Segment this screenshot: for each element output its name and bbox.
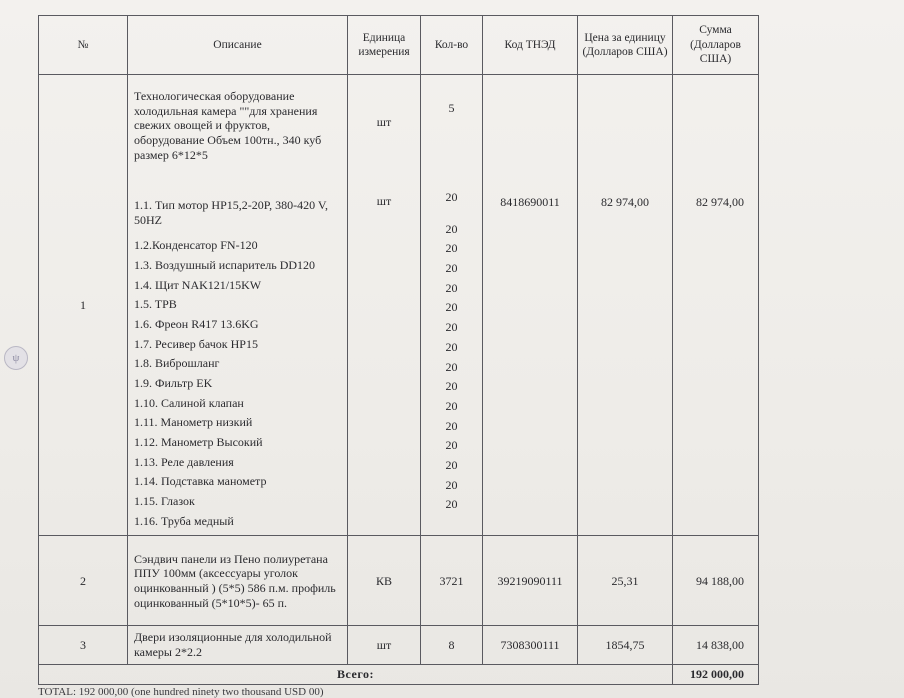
subitem-description: 1.10. Салиной клапан <box>134 395 244 410</box>
subitem-quantity: 20 <box>445 359 458 374</box>
subitem-quantity: 20 <box>445 398 458 413</box>
specification-table <box>38 15 759 685</box>
subitem-quantity: 20 <box>445 477 458 492</box>
subitem-quantity: 20 <box>445 190 458 204</box>
subitem-quantity: 20 <box>445 339 458 354</box>
row-sum: 14 838,00 <box>673 626 759 664</box>
subitem-description: 1.12. Манометр Высокий <box>134 435 263 449</box>
subitem-unit: шт <box>376 193 392 208</box>
subitem-sum: 82 974,00 <box>696 195 744 209</box>
row-unit: КВ <box>348 536 421 626</box>
subitem-quantity: 20 <box>445 379 458 394</box>
subitem-quantity: 20 <box>445 221 458 236</box>
subitem-description: 1.16. Труба медный <box>134 513 234 528</box>
row-number: 3 <box>39 626 128 664</box>
subitem-description: 1.14. Подставка манометр <box>134 474 267 489</box>
row-unit: шт <box>348 626 421 664</box>
total-sum: 192 000,00 <box>673 664 759 684</box>
table-row <box>39 536 759 626</box>
subitem-quantity: 20 <box>445 261 458 276</box>
header-sum: Сумма (Долларов США) <box>673 16 759 75</box>
subitem-description: 1.8. Виброшланг <box>134 356 220 371</box>
table-row <box>39 626 759 664</box>
row-unit-price: 1854,75 <box>578 626 673 664</box>
row-unit <box>348 75 421 536</box>
subitem-quantity: 20 <box>445 320 458 335</box>
subitem-quantity: 20 <box>445 300 458 315</box>
subitem-description: 1.4. Щит NAK121/15KW <box>134 277 262 292</box>
row-description: Сэндвич панели из Пено полиуретана ППУ 100мм (аксессуары уголок оцинкованный ) (5*5) 586 п.м. профиль оцинкованный (5*10*5)- 65 п. <box>128 536 348 626</box>
subitem-description: 1.15. Глазок <box>134 494 195 509</box>
subitem-description: 1.9. Фильтр EK <box>134 375 213 390</box>
subitem-description: 1.13. Реле давления <box>134 454 234 469</box>
row-sum: 94 188,00 <box>673 536 759 626</box>
subitem-quantities <box>421 75 482 515</box>
subitem-description: 1.1. Тип мотор HP15,2-20P, 380-420 V, 50HZ <box>134 198 328 228</box>
subitem-quantity: 20 <box>445 457 458 472</box>
header-description: Описание <box>128 16 348 75</box>
item-description: Технологическая оборудование холодильная камера ""для хранения свежих овощей и фруктов, оборудование Объем 100тн., 340 куб размер 6*12*5 <box>134 89 322 162</box>
subitem-quantity: 20 <box>445 241 458 256</box>
total-label: Всего: <box>39 664 673 684</box>
row-number: 2 <box>39 536 128 626</box>
subitem-description: 1.11. Манометр низкий <box>134 415 253 430</box>
row-quantity: 3721 <box>421 536 483 626</box>
row-quantity <box>421 75 483 536</box>
row-description: Двери изоляционные для холодильной камеры 2*2.2 <box>128 626 348 664</box>
table-header-row <box>39 16 759 75</box>
subitem-quantity: 20 <box>445 418 458 433</box>
row-number: 1 <box>39 75 128 536</box>
row-code: 39219090111 <box>483 536 578 626</box>
subitem-quantity: 20 <box>445 280 458 295</box>
header-code: Код ТНЭД <box>483 16 578 75</box>
header-quantity: Кол-во <box>421 16 483 75</box>
item-quantity: 5 <box>448 101 455 115</box>
row-sum <box>673 75 759 536</box>
subitem-description: 1.7. Ресивер бачок HP15 <box>134 336 258 351</box>
row-quantity: 8 <box>421 626 483 664</box>
subitem-description: 1.5. TPB <box>134 297 177 312</box>
header-no: № <box>39 16 128 75</box>
footer-total-text: TOTAL: 192 000,00 (one hundred ninety two thousand USD 00) <box>38 686 324 698</box>
row-unit-price: 25,31 <box>578 536 673 626</box>
row-code: 7308300111 <box>483 626 578 664</box>
subitem-price: 82 974,00 <box>601 195 649 209</box>
subitem-description: 1.3. Воздушный испаритель DD120 <box>134 257 316 272</box>
subitem-quantity: 20 <box>445 438 458 453</box>
subitem-quantity: 20 <box>445 497 458 512</box>
item-unit: шт <box>376 115 392 129</box>
total-row <box>39 664 759 684</box>
header-unit-price: Цена за единицу (Долларов США) <box>578 16 673 75</box>
row-code <box>483 75 578 536</box>
subitem-description: 1.2.Конденсатор FN-120 <box>134 238 258 253</box>
row-description <box>128 75 348 536</box>
subitem-code: 8418690011 <box>500 195 560 209</box>
header-unit: Единица измерения <box>348 16 421 75</box>
subitem-description: 1.6. Фреон R417 13.6KG <box>134 316 259 331</box>
row-unit-price <box>578 75 673 536</box>
table-row <box>39 75 759 536</box>
stamp-mark-icon: ψ <box>4 346 28 370</box>
